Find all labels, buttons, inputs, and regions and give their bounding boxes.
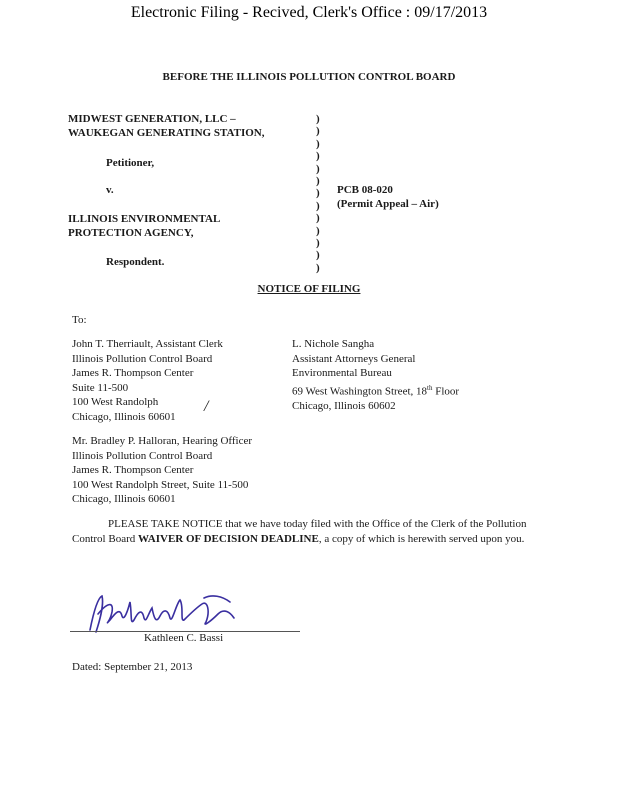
signer-name: Kathleen C. Bassi: [144, 632, 224, 644]
document-title: WAIVER OF DECISION DEADLINE: [138, 532, 319, 545]
pen-mark: /: [204, 398, 209, 415]
board-heading: BEFORE THE ILLINOIS POLLUTION CONTROL BOARD: [162, 71, 456, 83]
notice-title: NOTICE OF FILING: [257, 283, 361, 295]
respondent-role: Respondent.: [106, 256, 165, 268]
notice-paragraph: PLEASE TAKE NOTICE that we have today filed with the Office of the Clerk of the Pollution Control Board WAIVER OF DECISION DEADLINE, a copy of which is herewith served upon you.: [72, 518, 527, 545]
petitioner-name-line2: WAUKEGAN GENERATING STATION,: [68, 127, 265, 139]
petitioner-name-line1: MIDWEST GENERATION, LLC –: [68, 113, 236, 125]
efiling-stamp: Electronic Filing - Recived, Clerk's Office : 09/17/2013: [130, 4, 488, 21]
respondent-name-line1: ILLINOIS ENVIRONMENTAL: [68, 213, 221, 225]
dated-line: Dated: September 21, 2013: [72, 661, 193, 673]
case-type: (Permit Appeal – Air): [337, 198, 439, 210]
to-label: To:: [72, 314, 87, 326]
respondent-name-line2: PROTECTION AGENCY,: [68, 227, 194, 239]
caption-parens: ) ) ) ) ) ) ) ) ) ) ) ) ): [316, 113, 320, 274]
petitioner-role: Petitioner,: [106, 157, 155, 169]
attorney-address: L. Nichole Sangha Assistant Attorneys General Environmental Bureau 69 West Washington Street, 18th Floor Chicago, Illinois 60602: [292, 338, 460, 412]
versus-label: v.: [106, 184, 114, 196]
case-number: PCB 08-020: [337, 184, 393, 196]
clerk-address: John T. Therriault, Assistant Clerk Illinois Pollution Control Board James R. Thompson Center Suite 11-500 100 West Randolph Chicago, Illinois 60601: [72, 338, 223, 423]
hearing-officer-address: Mr. Bradley P. Halloran, Hearing Officer Illinois Pollution Control Board James R. Thompson Center 100 West Randolph Street, Suite 11-500 Chicago, Illinois 60601: [72, 435, 253, 505]
